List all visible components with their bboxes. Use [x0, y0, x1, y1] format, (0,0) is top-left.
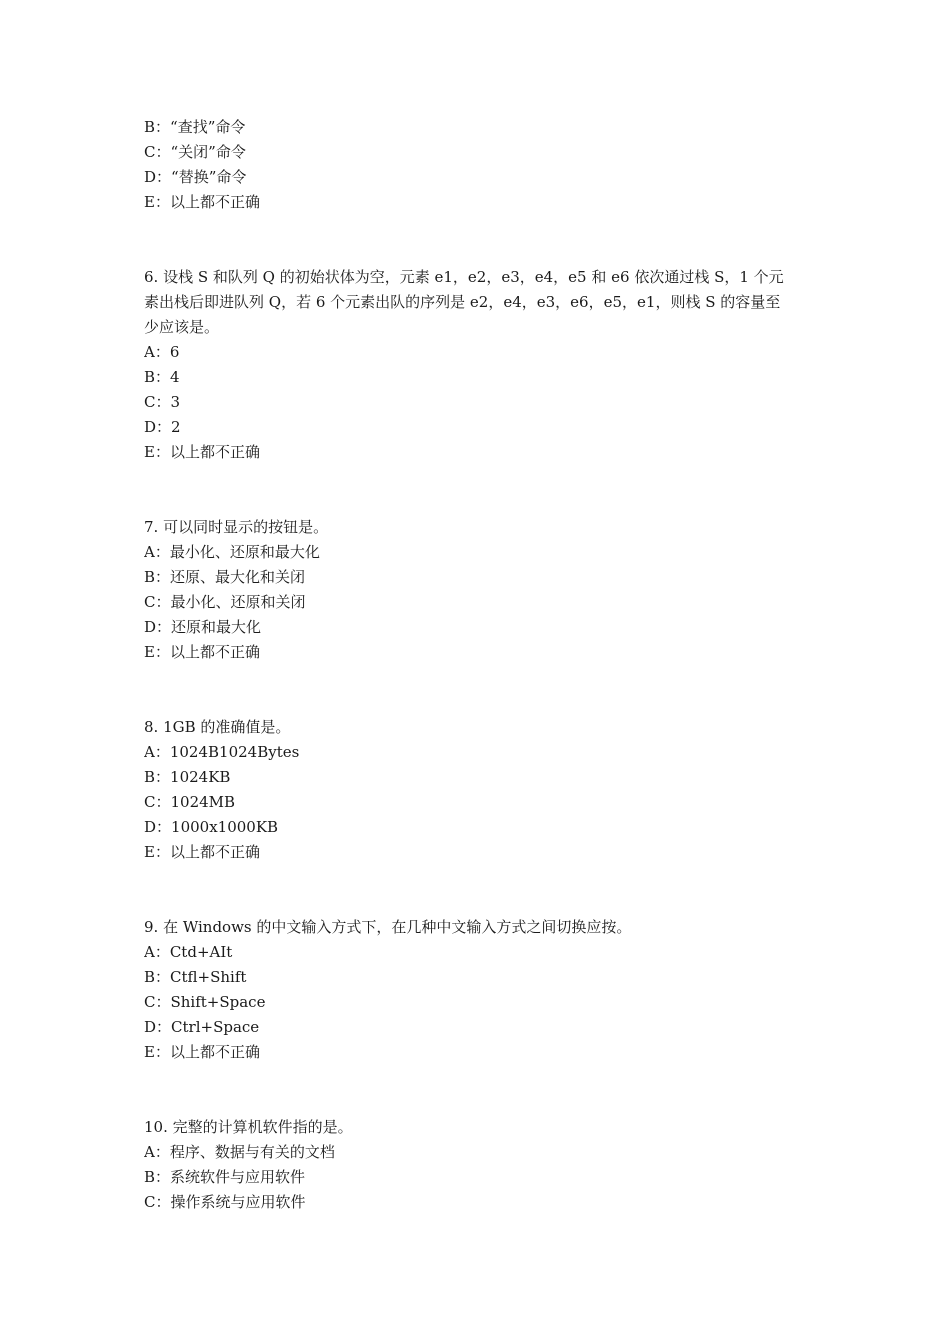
option-line: E：以上都不正确 — [144, 843, 260, 861]
option-line: A：6 — [144, 343, 180, 361]
option-line: B：Ctfl+Shift — [144, 968, 247, 986]
option-line: D：1000x1000KB — [144, 818, 279, 836]
option-line: B：4 — [144, 368, 180, 386]
option-line: D：“替换”命令 — [144, 168, 247, 186]
option-line: C：Shift+Space — [144, 993, 266, 1011]
option-line: D：2 — [144, 418, 181, 436]
option-line: C：3 — [144, 393, 181, 411]
option-line: D：Ctrl+Space — [144, 1018, 260, 1036]
option-line: E：以上都不正确 — [144, 643, 260, 661]
question-stem: 8. 1GB 的准确值是。 — [144, 718, 291, 736]
question-stem: 10. 完整的计算机软件指的是。 — [144, 1118, 353, 1136]
option-line: E：以上都不正确 — [144, 193, 260, 211]
section-gap — [144, 215, 810, 265]
question-stem: 7. 可以同时显示的按钮是。 — [144, 518, 329, 536]
option-line: C：“关闭”命令 — [144, 143, 246, 161]
question-stem: 少应该是。 — [144, 318, 220, 336]
option-line: C：最小化、还原和关闭 — [144, 593, 306, 611]
option-line: A：最小化、还原和最大化 — [144, 543, 320, 561]
section-gap — [144, 465, 810, 515]
question-stem: 素出栈后即进队列 Q，若 6 个元素出队的序列是 e2，e4，e3，e6，e5，e1，则栈 S 的容量至 — [144, 293, 781, 311]
option-line: C：操作系统与应用软件 — [144, 1193, 306, 1211]
option-line: E：以上都不正确 — [144, 1043, 260, 1061]
option-line: A：1024B1024Bytes — [144, 743, 300, 761]
section-gap — [144, 865, 810, 915]
document-content — [144, 115, 810, 1215]
question-stem: 6. 设栈 S 和队列 Q 的初始状体为空，元素 e1，e2，e3，e4，e5 和 e6 依次通过栈 S，1 个元 — [144, 268, 784, 286]
option-line: E：以上都不正确 — [144, 443, 260, 461]
question-stem: 9. 在 Windows 的中文输入方式下，在几种中文输入方式之间切换应按。 — [144, 918, 632, 936]
option-line: B：1024KB — [144, 768, 231, 786]
section-gap — [144, 665, 810, 715]
option-line: B：还原、最大化和关闭 — [144, 568, 306, 586]
option-line: A：Ctd+AIt — [144, 943, 233, 961]
option-line: C：1024MB — [144, 793, 236, 811]
section-gap — [144, 1065, 810, 1115]
option-line: B：“查找”命令 — [144, 118, 246, 136]
option-line: B：系统软件与应用软件 — [144, 1168, 306, 1186]
option-line: D：还原和最大化 — [144, 618, 262, 636]
option-line: A：程序、数据与有关的文档 — [144, 1143, 335, 1161]
